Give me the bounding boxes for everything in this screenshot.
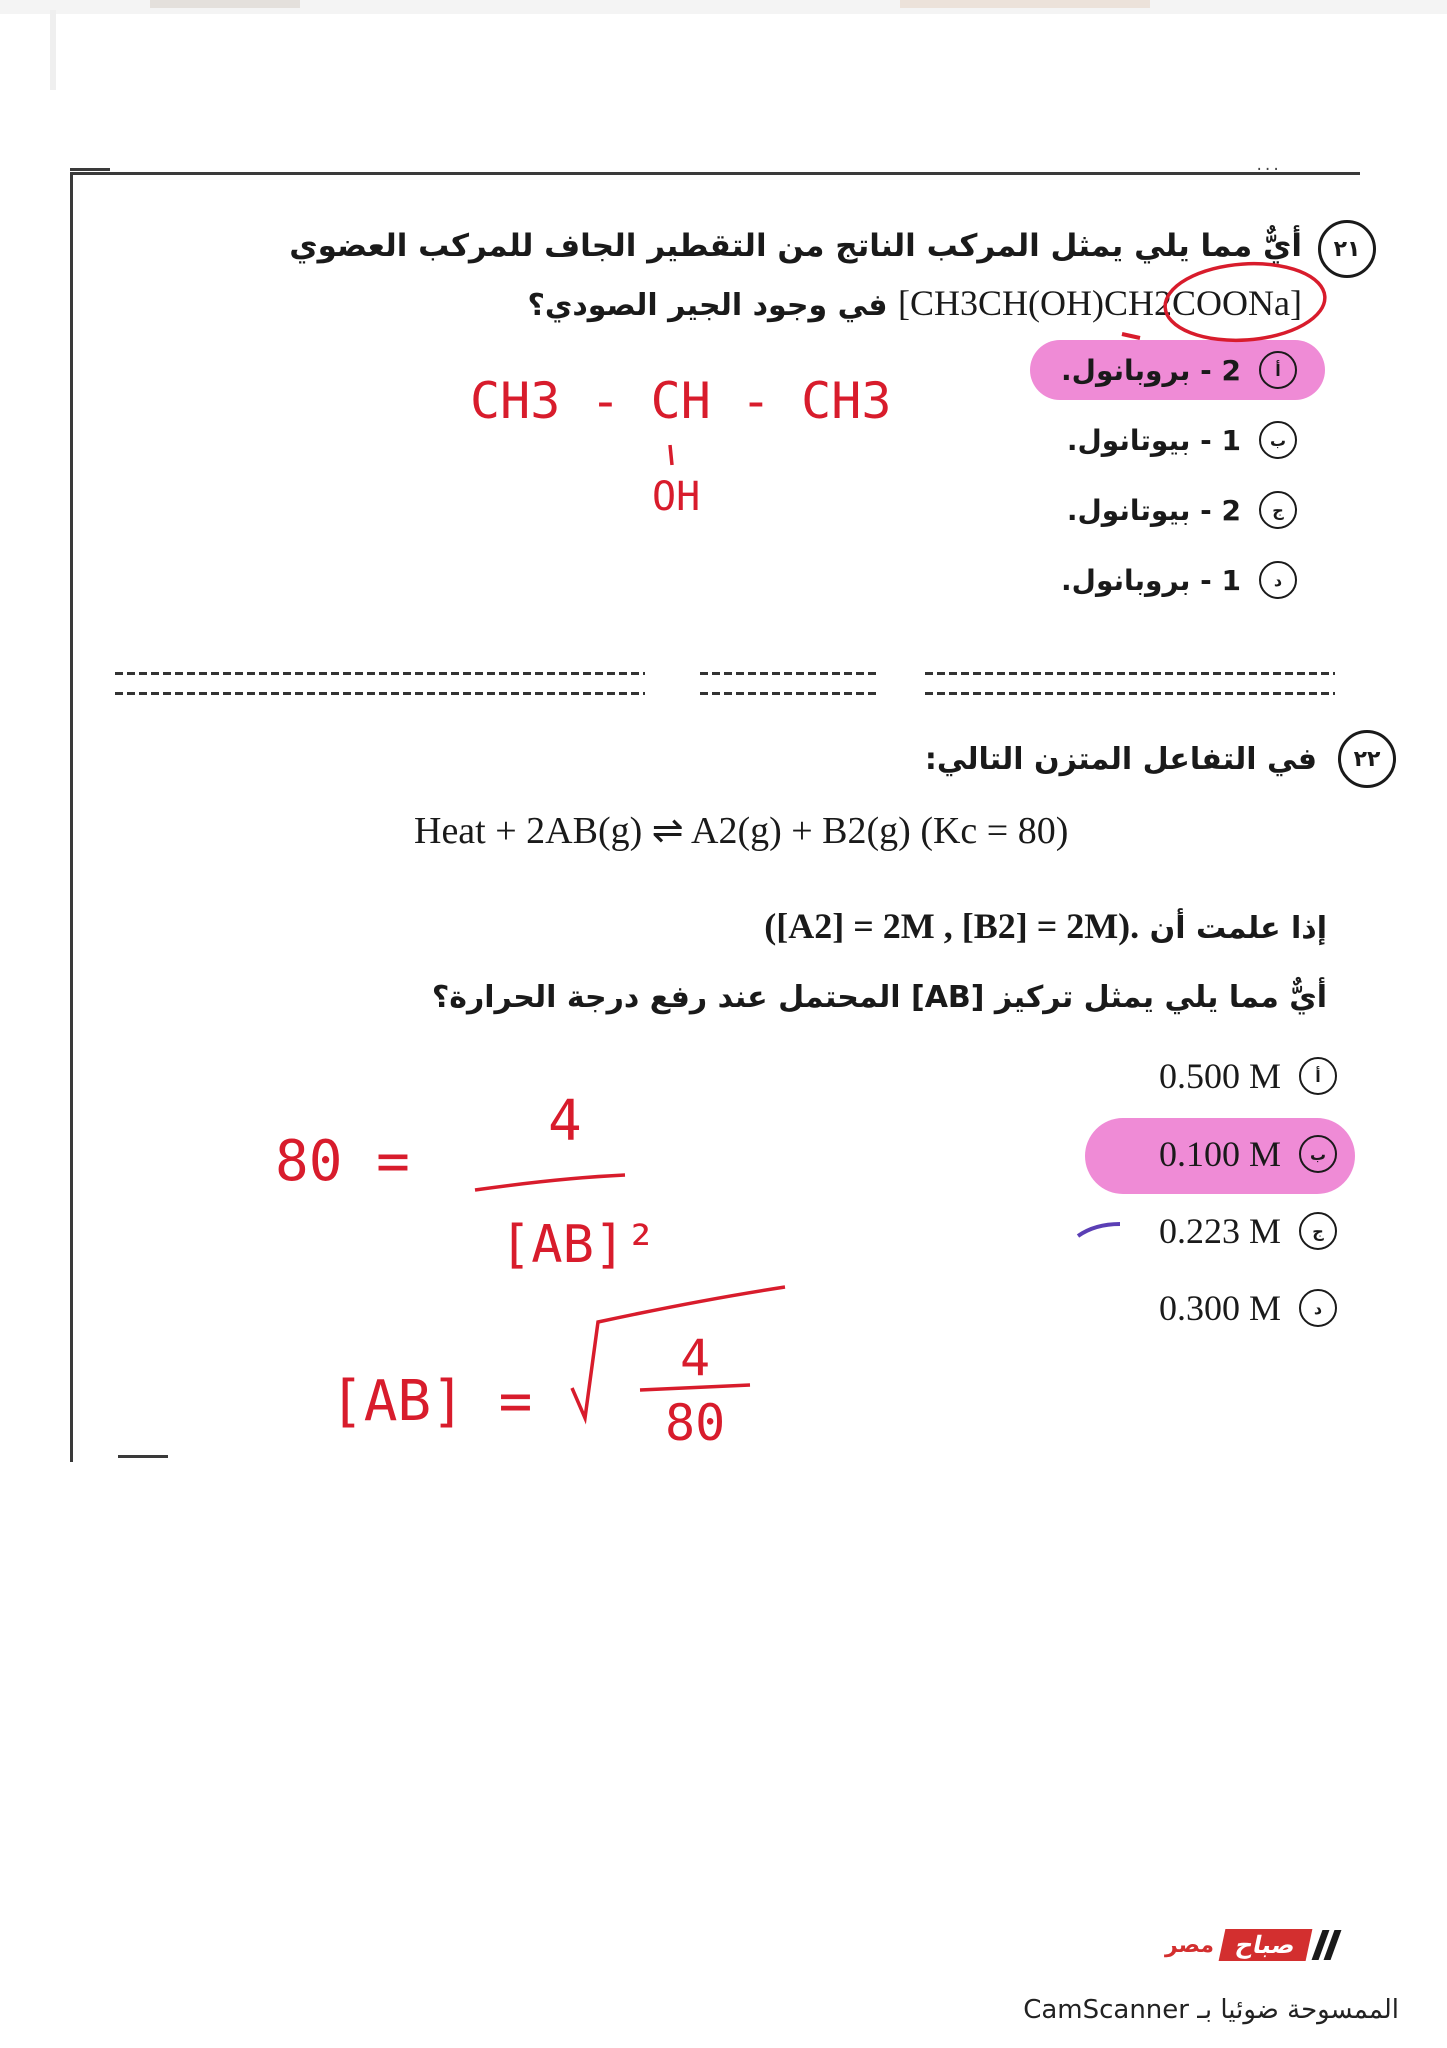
- ink-underline: [1122, 334, 1140, 338]
- q21-stem-line1: أيٌّ مما يلي يمثل المركب الناتج من التقطير الجاف للمركب العضوي: [289, 228, 1302, 264]
- ink-fraction-bar: [475, 1175, 625, 1190]
- camscanner-watermark: الممسوحة ضوئيا بـ CamScanner: [1023, 1995, 1399, 2025]
- option-text: 1 - بروبانول.: [1061, 563, 1241, 597]
- option-text: 1 - بيوتانول.: [1066, 423, 1241, 457]
- ink-oh: OH: [652, 474, 701, 520]
- logo-main: صباح: [1219, 1929, 1313, 1961]
- option-letter: ب: [1259, 421, 1297, 459]
- q22-intro: في التفاعل المتزن التالي:: [924, 742, 1317, 777]
- equation-text: Heat + 2AB(g) ⇌ A2(g) + B2(g) (Kc = 80): [414, 810, 1069, 852]
- ink-eq2-den: 80: [665, 1394, 726, 1452]
- ink-eq1-den: [AB]²: [500, 1215, 657, 1275]
- ink-fraction-bar: [640, 1385, 750, 1390]
- ink-eq2-left: [AB] =: [330, 1369, 533, 1434]
- q21-stem-suffix: في وجود الجير الصودي؟: [527, 288, 888, 323]
- header-fragment: ...: [1255, 158, 1281, 174]
- ink-eq1-left: 80 =: [275, 1129, 410, 1194]
- option-text: 0.500 M: [1158, 1056, 1281, 1096]
- option-letter: د: [1259, 561, 1297, 599]
- option-text: 0.223 M: [1158, 1211, 1281, 1251]
- ink-bond: [670, 445, 672, 465]
- option-letter: أ: [1259, 351, 1297, 389]
- option-letter: ج: [1259, 491, 1297, 529]
- option-letter: ج: [1299, 1212, 1337, 1250]
- ink-structure: CH3 - CH - CH3: [470, 372, 892, 430]
- option-text: 0.300 M: [1158, 1288, 1281, 1328]
- site-logo: [1165, 1925, 1336, 1965]
- question-number-22: ٢٢: [1338, 730, 1396, 788]
- option-letter: ب: [1299, 1135, 1337, 1173]
- q21-compound: [CH3CH(OH)CH2COONa]: [898, 283, 1302, 323]
- option-text: 2 - بروبانول.: [1061, 353, 1241, 387]
- logo-sub: مصر: [1165, 1932, 1214, 1958]
- q22-question: أيٌّ مما يلي يمثل تركيز [AB] المحتمل عند رفع درجة الحرارة؟: [431, 980, 1327, 1015]
- ink-eq2-num: 4: [680, 1329, 711, 1387]
- ink-mark: [1078, 1224, 1120, 1236]
- ink-eq1-num: 4: [548, 1089, 582, 1154]
- given-prefix: إذا علمت أن: [1149, 911, 1327, 946]
- option-letter: د: [1299, 1289, 1337, 1327]
- question-number-21: ٢١: [1318, 220, 1376, 278]
- option-letter: أ: [1299, 1057, 1337, 1095]
- option-text: 0.100 M: [1158, 1134, 1281, 1174]
- given-values: ([A2] = 2M , [B2] = 2M).: [764, 906, 1140, 946]
- ink-circle: [1163, 259, 1328, 346]
- option-text: 2 - بيوتانول.: [1066, 493, 1241, 527]
- logo-bars-icon: [1317, 1930, 1336, 1960]
